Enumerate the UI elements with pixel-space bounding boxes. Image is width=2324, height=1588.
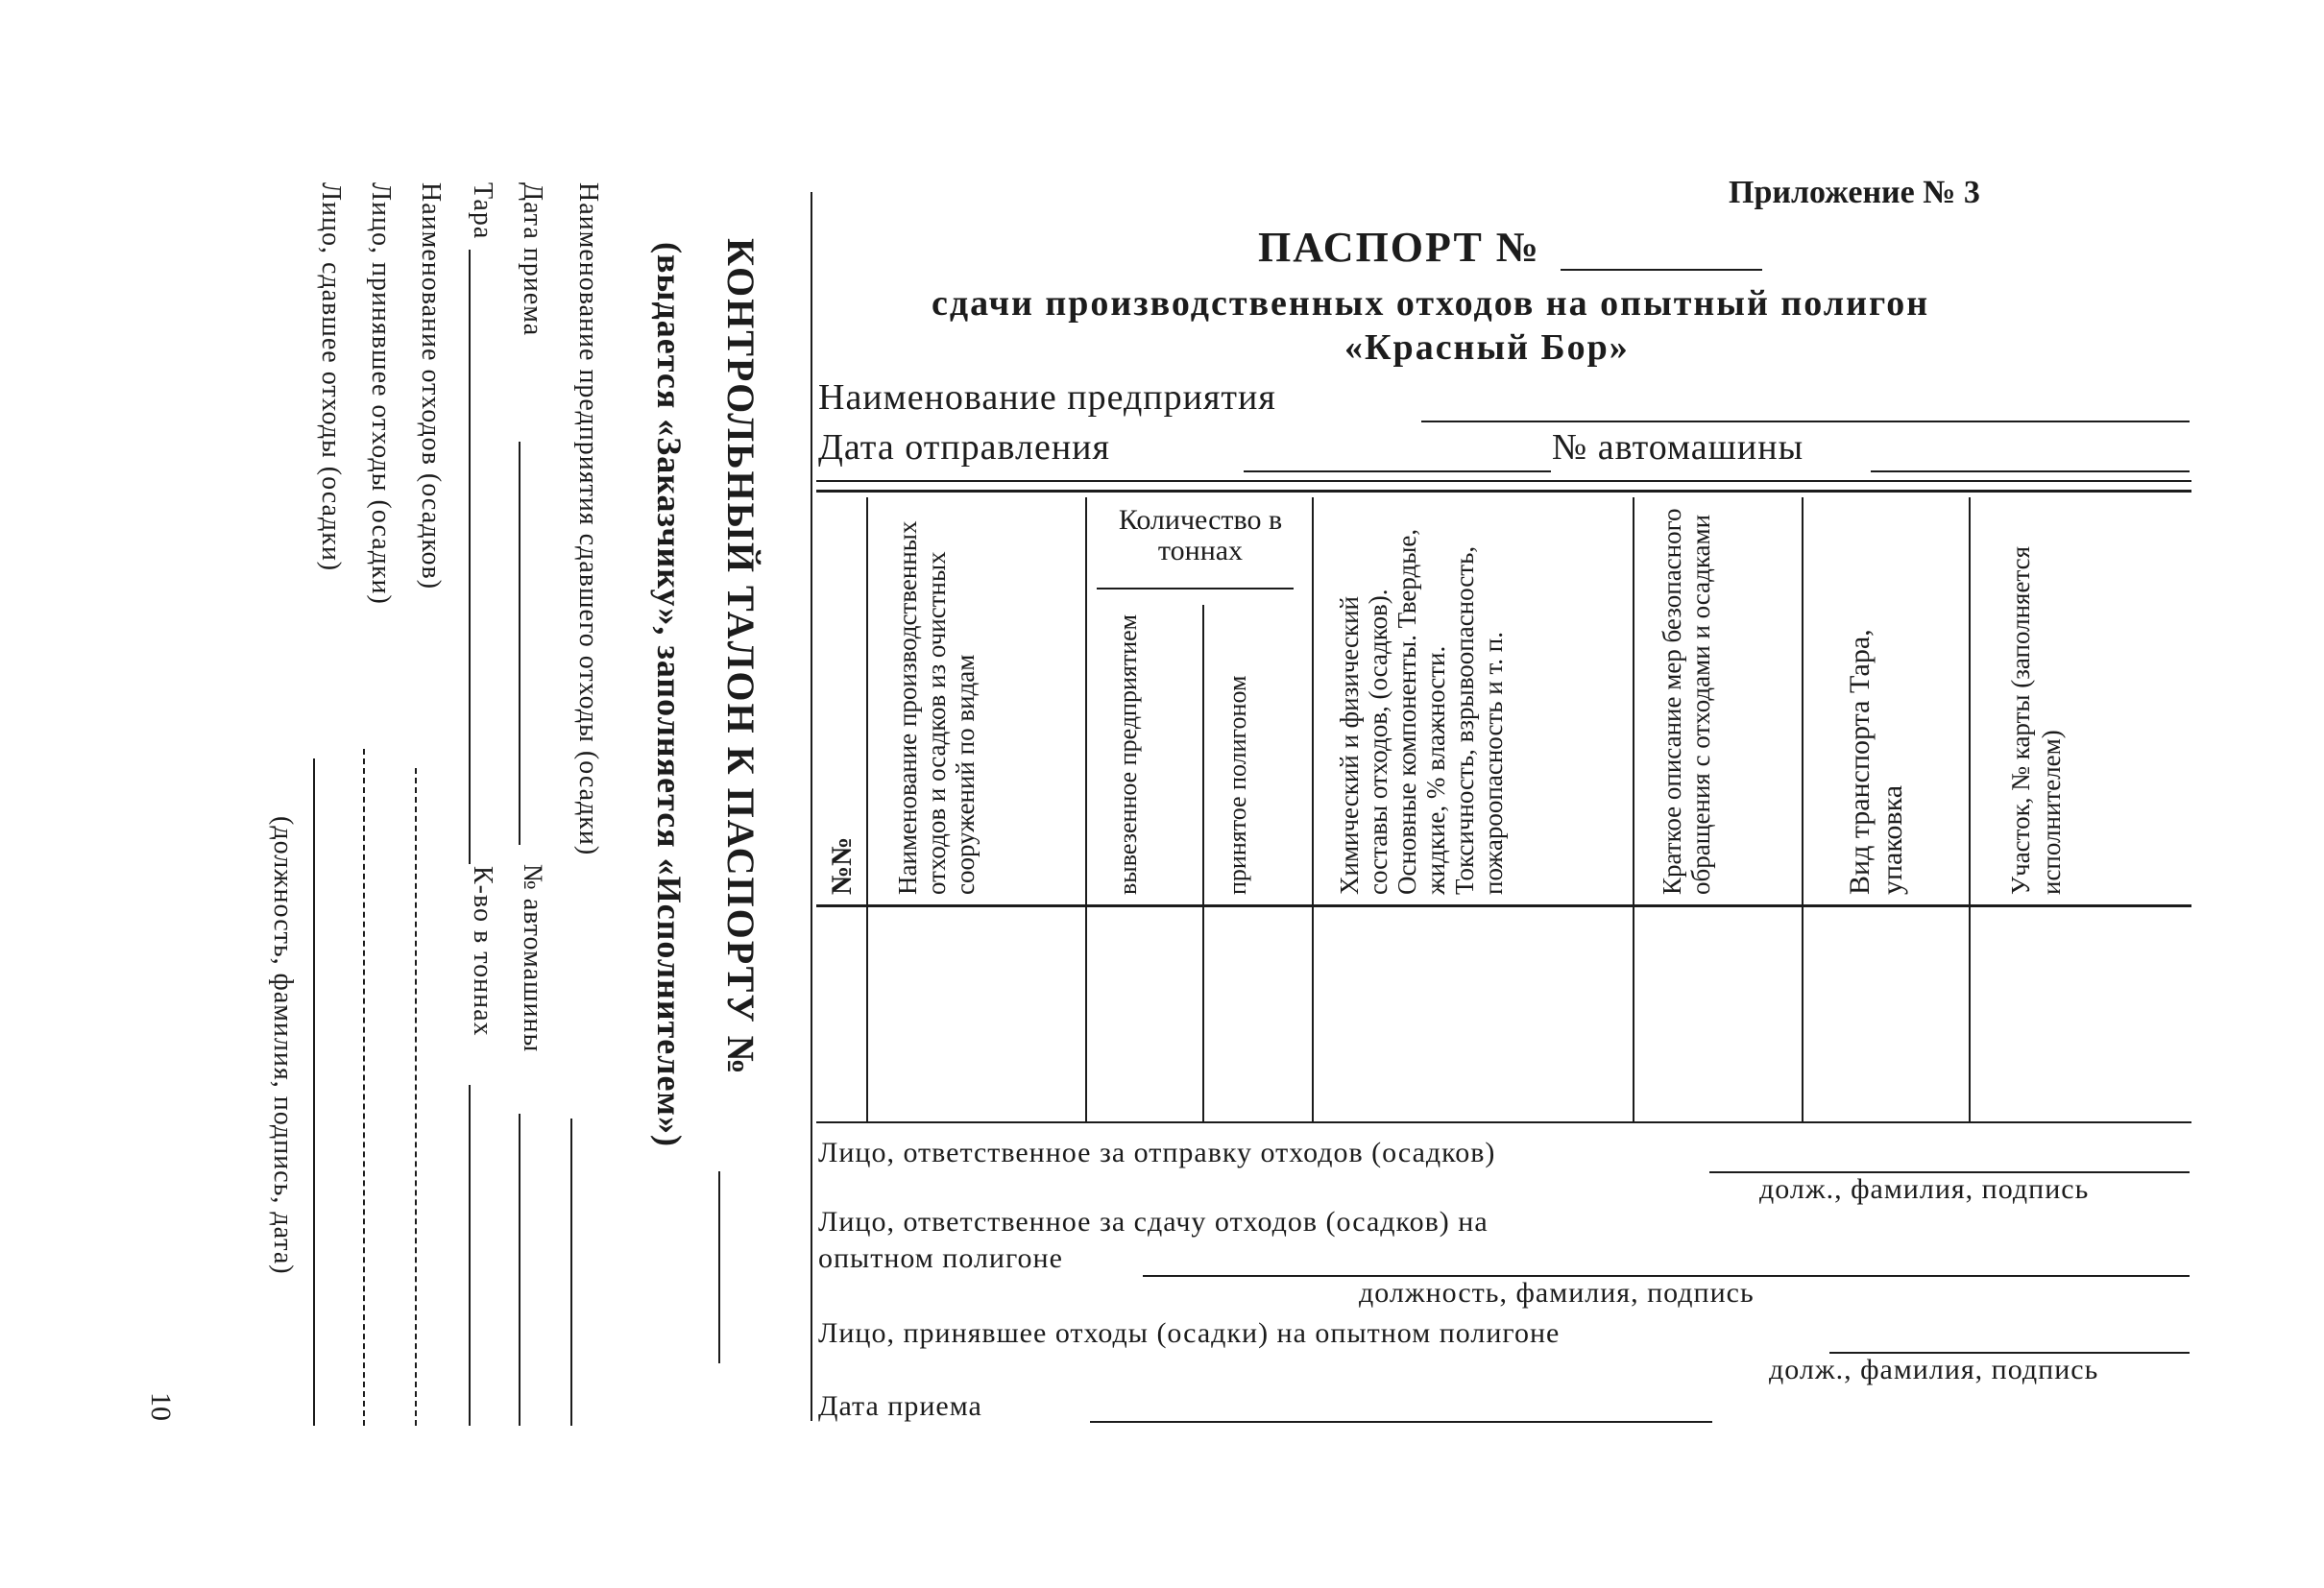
table-row[interactable] [816, 908, 2191, 1119]
coupon-receive-date-line[interactable] [519, 442, 520, 845]
enterprise-label: Наименование предприятия [818, 377, 1276, 418]
dispatch-responsible-label: Лицо, ответственное за отправку отходов (осадков) [818, 1137, 1496, 1168]
coupon-qty-label: К-во в тоннах [468, 866, 497, 1037]
coupon-qty-line[interactable] [469, 1085, 471, 1426]
delivery-responsible-hint: должность, фамилия, подпись [1359, 1277, 1755, 1309]
appendix-label: Приложение № 3 [1729, 175, 1980, 210]
dispatch-date-input-line[interactable] [1244, 470, 1551, 472]
receive-date-label: Дата приема [818, 1390, 982, 1422]
table-top-line-2 [816, 490, 2191, 493]
coupon-title: КОНТРОЛЬНЫЙ ТАЛОН К ПАСПОРТУ № [719, 238, 763, 1076]
col-header-accepted: принятое полигоном [1223, 675, 1251, 895]
coupon-receiver-line[interactable] [363, 749, 365, 1426]
coupon-number-line[interactable] [718, 1171, 720, 1363]
col-header-chemical: Химический и физический составы отходов, (осадков). Основные компоненты. Твердые, жидкие, % влажности. Токсичность, взрывоопасность, пожароопасность и т. п. [1335, 528, 1508, 895]
table-top-line-1 [816, 480, 2191, 482]
coupon-sender-label: Лицо, сдавшее отходы (осадки) [316, 182, 346, 572]
coupon-waste-name-line[interactable] [415, 768, 417, 1426]
passport-subtitle-line1: сдачи производственных отходов на опытный полигон [932, 283, 1930, 324]
col-header-exported: вывезенное предприятием [1114, 614, 1142, 895]
table-bottom-line [816, 1121, 2191, 1123]
coupon-enterprise-line[interactable] [570, 1119, 572, 1426]
truck-label: № автомашины [1552, 427, 1804, 468]
enterprise-input-line[interactable] [1421, 421, 2190, 422]
receiver-hint: долж., фамилия, подпись [1769, 1354, 2099, 1385]
passport-number-line[interactable] [1561, 269, 1762, 271]
coupon-subtitle: (выдается «Заказчику», заполняется «Исполнителем») [650, 242, 689, 1147]
delivery-responsible-label-1: Лицо, ответственное за сдачу отходов (осадков) на [818, 1206, 1489, 1238]
col-header-name: Наименование производственных отходов и осадков из очистных сооружений по видам [893, 520, 980, 895]
dispatch-date-label: Дата отправления [818, 427, 1110, 468]
col-header-safety: Краткое описание мер безопасного обращения с отходами и осадками [1658, 508, 1715, 895]
dispatch-responsible-hint: долж., фамилия, подпись [1759, 1173, 2090, 1205]
coupon-truck-line[interactable] [519, 1114, 520, 1426]
coupon-receive-date-label: Дата приема [518, 182, 547, 337]
passport-title: ПАСПОРТ № [1258, 224, 1541, 271]
coupon-truck-label: № автомашины [518, 864, 547, 1053]
page-number: 10 [145, 1392, 177, 1421]
col-header-quantity: Количество в тоннах [1118, 504, 1283, 566]
col-header-num: №№ [826, 836, 858, 895]
coupon-tare-line[interactable] [469, 250, 471, 864]
coupon-enterprise-label: Наименование предприятия сдавшего отходы (осадки) [573, 182, 603, 856]
form-left-border [811, 192, 812, 1421]
coupon-tare-label: Тара [468, 182, 497, 240]
receiver-label: Лицо, принявшее отходы (осадки) на опытном полигоне [818, 1317, 1561, 1349]
delivery-responsible-label-2: опытном полигоне [818, 1242, 1063, 1274]
truck-input-line[interactable] [1871, 470, 2190, 472]
passport-subtitle-line2: «Красный Бор» [1344, 327, 1630, 368]
quantity-sub-line [1097, 588, 1294, 589]
col-header-transport: Вид транспорта Тара, упаковка [1844, 629, 1908, 895]
coupon-sender-line[interactable] [313, 758, 315, 1426]
col-header-section: Участок, № карты (заполняется исполнителем) [2006, 546, 2066, 895]
coupon-waste-name-label: Наименование отходов (осадков) [416, 182, 446, 590]
header-bottom-line [816, 904, 2191, 907]
coupon-sender-hint: (должность, фамилия, подпись, дата) [268, 816, 298, 1275]
coupon-receiver-label: Лицо, принявшее отходы (осадки) [366, 182, 396, 605]
receive-date-line[interactable] [1090, 1421, 1712, 1423]
